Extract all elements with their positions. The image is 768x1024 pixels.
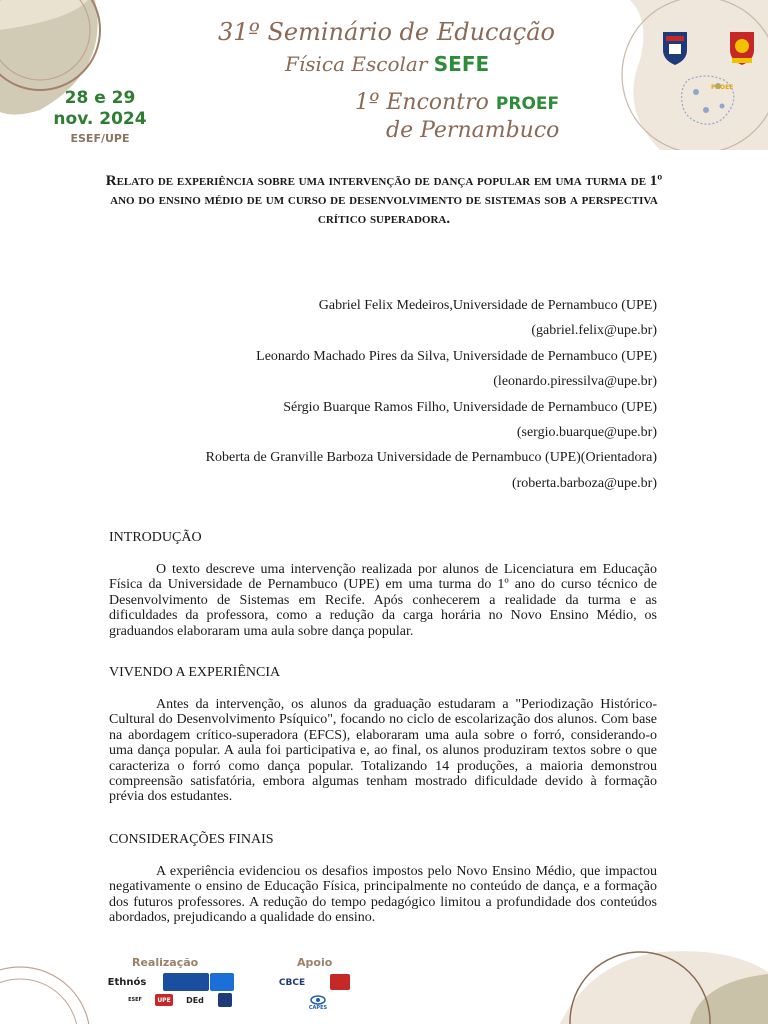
event-date-days: 28 e 29 [64,88,136,108]
section-paragraph: O texto descreve uma intervenção realizada por alunos de Licenciatura em Educação Física da Universidade de Pernambuco (UPE) em uma turma do 1º ano do curso técnico de Desenvolvimento de Sistemas em Recife. Após conhecerem a realidade da turma e as dificuldades da professora, como a redução da carga horária no Novo Ensino Médio, os graduandos elaboraram uma aula sobre dança popular. [109,562,657,639]
ufpe-sponsor-logo [218,993,232,1007]
event-date-month: nov. 2024 [53,109,147,129]
author-name: Roberta de Granville Barboza Universidade de Pernambuco (UPE)(Orientadora) [205,450,657,466]
author-email: (gabriel.felix@upe.br) [531,323,657,339]
capes-eye-icon [310,995,326,1005]
author-email: (leonardo.piressilva@upe.br) [493,374,657,390]
author-name: Leonardo Machado Pires da Silva, Universidade de Pernambuco (UPE) [256,348,657,364]
event-header [0,0,768,150]
esef-logo: ESEF [128,997,142,1003]
author-list [206,296,657,499]
event-date [40,88,160,145]
author-email: (sergio.buarque@upe.br) [516,424,657,440]
section-paragraph: Antes da intervenção, os alunos da graduação estudaram a "Periodização Histórico-Cultural do Desenvolvimento Psíquico", focando no ciclo de escolarização dos alunos. Com base na abordagem crítico-superadora (EFCS), elaboraram uma aula sobre o forró, considerando-o uma dança popular. A aula foi participativa e, ao final, os alunos produziram textos sobre o que caracteriza o forró como dança popular. Totalizando 14 produções, a maioria demonstrou compreensão satisfatória, embora algumas tenham mostrado dificuldade devido à formação prévia dos estudantes. [109,697,657,805]
author-name: Gabriel Felix Medeiros,Universidade de Pernambuco (UPE) [318,298,657,313]
proef-acronym: PROEF [495,94,560,114]
event-title-line1: 31º Seminário de Educação [218,18,556,46]
ethnos-logo: Ethnós [107,976,147,988]
section-heading: VIVENDO A EXPERIÊNCIA [109,665,281,680]
red-sponsor-logo [330,974,350,990]
realizacao-label: Realização [132,956,199,969]
section-heading: INTRODUÇÃO [109,530,202,545]
ded-logo: DEd [186,995,204,1005]
sponsors-footer [0,942,768,1024]
blue-sponsor-logo [210,973,234,991]
event-title-line2: Física Escolar SEFE [285,52,490,76]
proef-map-logo [676,70,742,133]
section-vivendo-a-experiencia [109,665,657,805]
section-introducao [109,530,657,639]
event-venue: ESEF/UPE [70,132,130,145]
author-email: (roberta.barboza@upe.br) [511,475,657,491]
event-title-line3: 1º Encontro PROEF [355,90,560,115]
cbce-logo: CBCE [278,978,306,988]
upe-sponsor-logo: UPE [155,994,173,1006]
section-paragraph: A experiência evidenciou os desafios impostos pelo Novo Ensino Médio, que impactou negativamente o ensino de Educação Física, principalmente no conteúdo de dança, e a formação dos futuros professores. A redução do tempo pedagógico limitou a profundidade dos conteúdos abordados, prejudicando a qualidade do ensino. [109,864,657,926]
apoio-label: Apoio [297,956,333,969]
capes-logo: CAPES [305,992,331,1014]
section-consideracoes-finais [109,832,657,926]
proef-badge: PROEF [711,84,734,91]
ufpe-crest-logo [727,28,757,71]
paper-title: Relato de experiência sobre uma intervenção de dança popular em uma turma de 1º ano do ensino médio de um curso de desenvolvimento de sistemas sob a perspectiva crítico superadora. [105,173,663,227]
author-name: Sérgio Buarque Ramos Filho, Universidade de Pernambuco (UPE) [283,399,657,415]
section-heading: CONSIDERAÇÕES FINAIS [109,832,274,847]
proef-sponsor-logo [163,973,209,991]
sefe-acronym: SEFE [433,52,490,76]
upe-crest-logo [660,28,690,71]
event-title-line4: de Pernambuco [386,118,560,143]
